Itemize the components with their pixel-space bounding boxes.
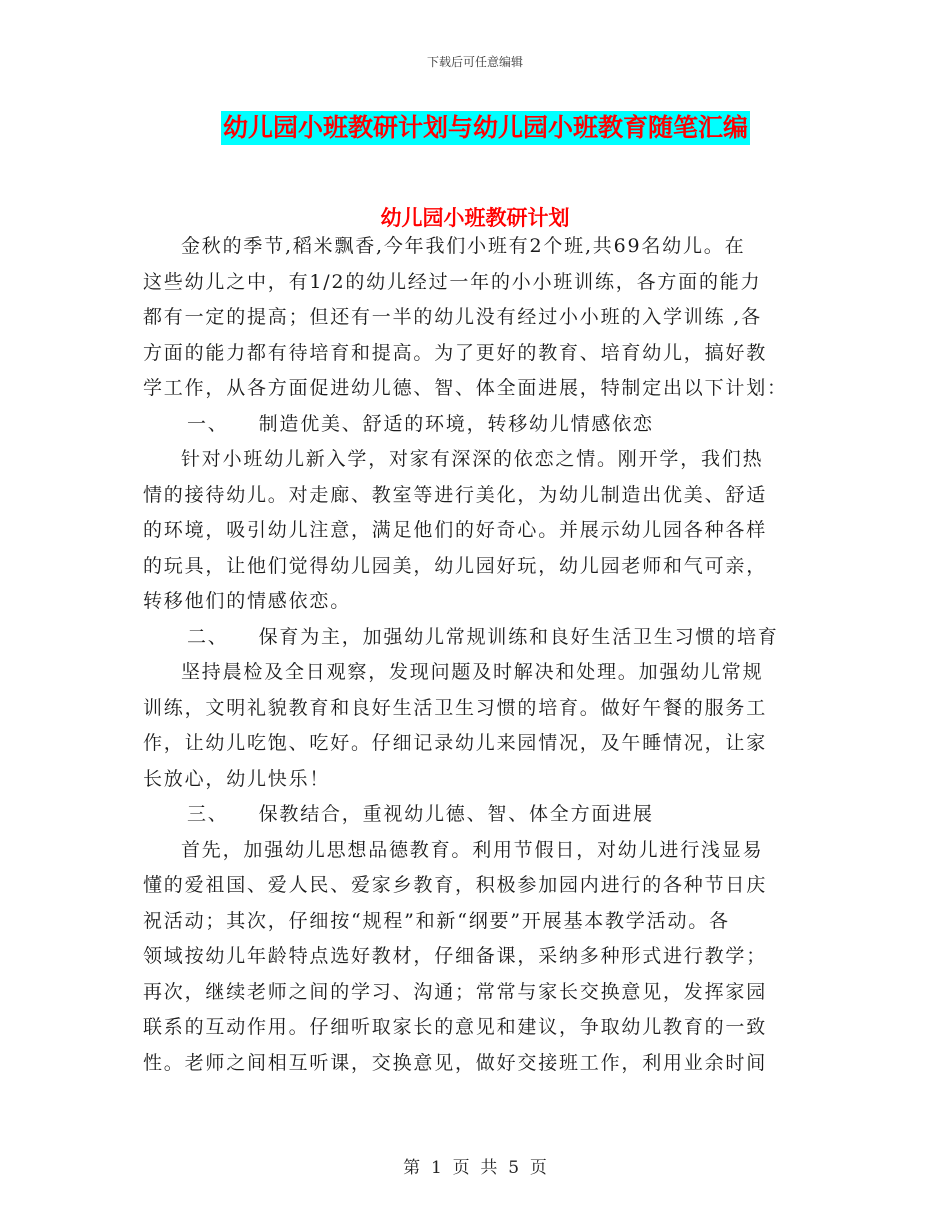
paragraph-line: 联系的互动作用。仔细听取家长的意见和建议，争取幼儿教育的一致	[143, 1016, 768, 1038]
heading-text: 制造优美、舒适的环境，转移幼儿情感依恋	[258, 412, 654, 435]
paragraph-line: 训练，文明礼貌教育和良好生活卫生习惯的培育。做好午餐的服务工	[143, 696, 768, 719]
heading-text: 保教结合，重视幼儿德、智、体全方面进展	[258, 803, 654, 825]
section-title: 幼儿园小班教研计划	[380, 206, 570, 230]
heading-3	[143, 797, 803, 833]
paragraph-line: 性。老师之间相互听课，交换意见，做好交接班工作，利用业余时间	[143, 1051, 768, 1074]
paragraph-line: 都有一定的提高；但还有一半的幼儿没有经过小小班的入学训练 ,各	[143, 306, 762, 328]
paragraph-line: 坚持晨检及全日观察，发现问题及时解决和处理。加强幼儿常规	[181, 661, 764, 683]
paragraph-line: 领域按幼儿年龄特点选好教材，仔细备课，采纳多种形式进行教学；	[143, 945, 768, 967]
heading-number: 一、	[187, 412, 229, 435]
paragraph-line: 懂的爱祖国、爱人民、爱家乡教育，积极参加园内进行的各种节日庆	[143, 874, 768, 896]
header-note: 下载后可任意编辑	[426, 55, 523, 69]
heading-1	[143, 407, 803, 443]
paragraph-line: 金秋的季节,稻米飘香,今年我们小班有2个班,共69名幼儿。在	[181, 235, 746, 257]
paragraph-line: 再次，继续老师之间的学习、沟通；常常与家长交换意见，发挥家园	[143, 980, 768, 1003]
paragraph-line: 首先，加强幼儿思想品德教育。利用节假日，对幼儿进行浅显易	[181, 838, 764, 861]
heading-text: 保育为主，加强幼儿常规训练和良好生活卫生习惯的培育	[258, 625, 779, 648]
paragraph-line: 情的接待幼儿。对走廊、教室等进行美化，为幼儿制造出优美、舒适	[143, 483, 768, 506]
document-title: 幼儿园小班教研计划与幼儿园小班教育随笔汇编	[221, 111, 750, 145]
paragraph-line: 方面的能力都有待培育和提高。为了更好的教育、培育幼儿，搞好教	[143, 341, 768, 364]
heading-number: 三、	[187, 803, 229, 825]
page-footer: 第 1 页 共 5 页	[403, 1158, 547, 1178]
body-text	[143, 229, 803, 1081]
paragraph-line: 的环境，吸引幼儿注意，满足他们的好奇心。并展示幼儿园各种各样	[143, 519, 768, 541]
paragraph-line: 的玩具，让他们觉得幼儿园美，幼儿园好玩，幼儿园老师和气可亲，	[143, 554, 768, 577]
paragraph-line: 学工作，从各方面促进幼儿德、智、体全面进展，特制定出以下计划：	[143, 377, 788, 399]
heading-number: 二、	[187, 625, 229, 648]
paragraph-line: 祝活动；其次，仔细按“规程”和新“纲要”开展基本教学活动。各	[143, 909, 730, 932]
paragraph-line: 针对小班幼儿新入学，对家有深深的依恋之情。刚开学，我们热	[181, 448, 764, 470]
paragraph-line: 这些幼儿之中，有1/2的幼儿经过一年的小小班训练，各方面的能力	[143, 270, 762, 293]
paragraph-line: 长放心，幼儿快乐！	[143, 767, 331, 790]
paragraph-line: 转移他们的情感依恋。	[143, 590, 352, 612]
heading-2	[143, 620, 803, 656]
paragraph-line: 作，让幼儿吃饱、吃好。仔细记录幼儿来园情况，及午睡情况，让家	[143, 732, 768, 754]
